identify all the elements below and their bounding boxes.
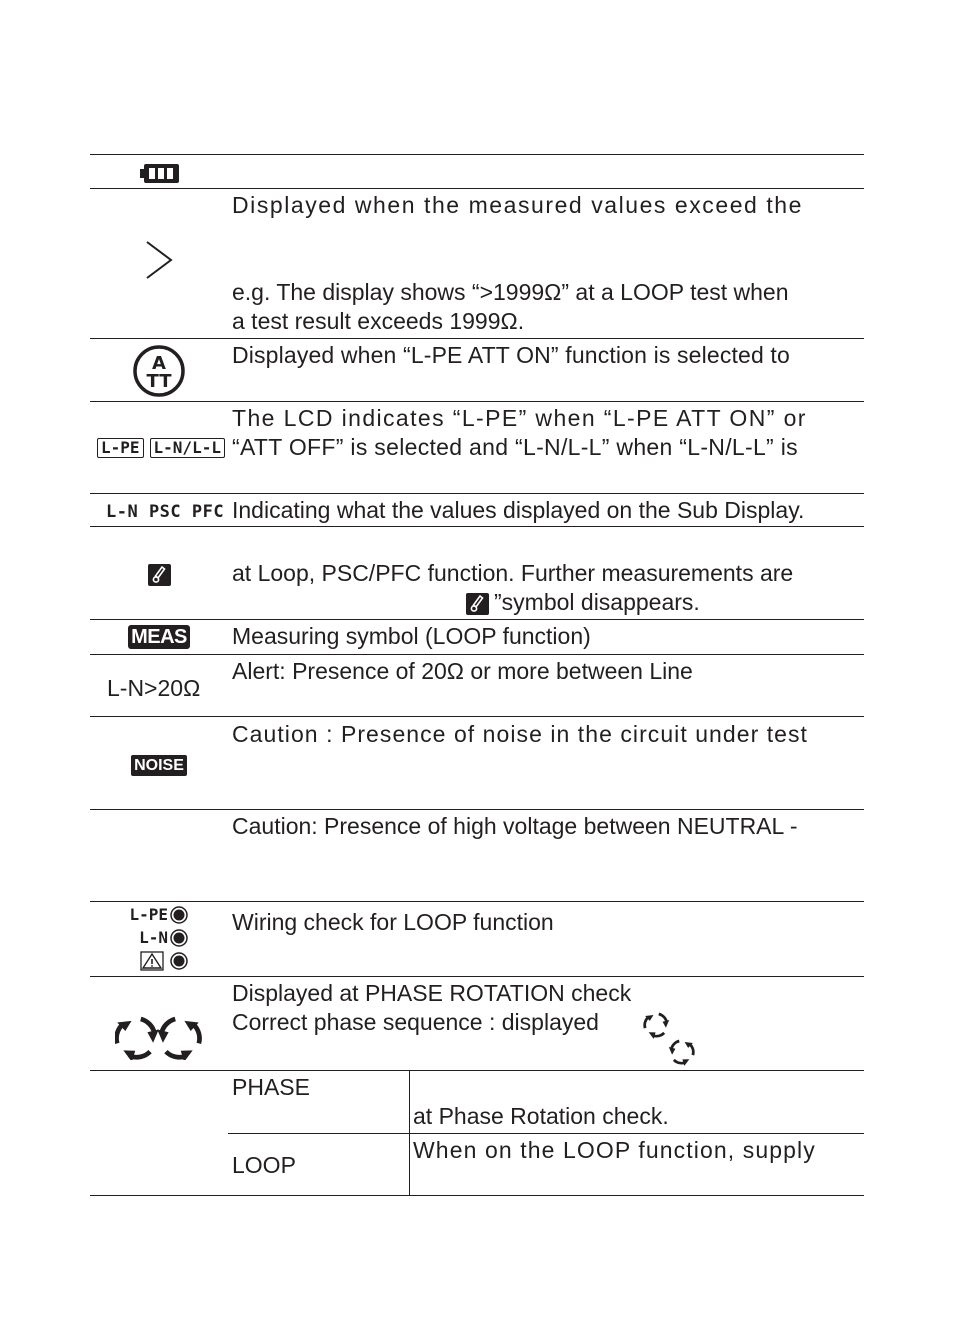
table-rule — [90, 401, 864, 402]
lnll-symbol: L-N/L-L — [150, 438, 225, 458]
table-rule — [90, 493, 864, 494]
table-rule — [90, 1070, 864, 1071]
phase-rotation-reverse-icon — [667, 1038, 697, 1071]
loop-label: LOOP — [232, 1152, 296, 1178]
loop-text: When on the LOOP function, supply — [413, 1137, 816, 1163]
thermometer-description-cont: ”symbol disappears. — [494, 589, 700, 615]
over-range-example-cont: a test result exceeds 1999Ω. — [232, 308, 525, 334]
high-voltage-description: Caution: Presence of high voltage between NEUTRAL - — [232, 813, 798, 839]
table-rule — [90, 154, 864, 155]
wiring-description: Wiring check for LOOP function — [232, 909, 554, 935]
phase-text: at Phase Rotation check. — [413, 1103, 669, 1129]
meas-description: Measuring symbol (LOOP function) — [232, 623, 591, 649]
battery-icon — [140, 163, 180, 189]
lpe-symbol: L-PE — [97, 438, 144, 458]
lpe-lnll-description: The LCD indicates “L-PE” when “L-PE ATT ON” or — [232, 405, 807, 431]
att-icon-top-letter: A — [152, 353, 166, 374]
table-rule — [90, 716, 864, 717]
phase-rotation-description: Displayed at PHASE ROTATION check — [232, 980, 632, 1006]
lpe-lnll-symbols — [97, 438, 225, 458]
phase-rotation-correct: Correct phase sequence : displayed — [232, 1009, 599, 1035]
att-icon — [133, 345, 185, 402]
thermometer-icon — [466, 593, 489, 620]
warning-triangle-icon — [140, 951, 164, 971]
over-range-description: Displayed when the measured values exceed the — [232, 192, 803, 218]
wiring-lpe-label: L-PE — [129, 905, 168, 924]
table-rule — [90, 809, 864, 810]
greater-than-icon — [144, 240, 174, 285]
thermometer-description: at Loop, PSC/PFC function. Further measurements are — [232, 560, 794, 586]
noise-symbol: NOISE — [131, 755, 187, 776]
sub-display-description: Indicating what the values displayed on the Sub Display. — [232, 497, 805, 523]
table-rule — [90, 338, 864, 339]
over-range-example: e.g. The display shows “>1999Ω” at a LOOP test when — [232, 279, 789, 305]
att-icon-bottom-letters: TT — [146, 371, 172, 392]
table-rule — [90, 1195, 864, 1196]
table-column-rule — [409, 1070, 410, 1195]
indicator-dot-icon — [170, 906, 188, 924]
noise-description: Caution : Presence of noise in the circuit under test — [232, 721, 808, 747]
att-description: Displayed when “L-PE ATT ON” function is selected to — [232, 342, 790, 368]
phase-rotation-icon — [115, 1016, 203, 1065]
ln20-symbol: L-N>20Ω — [107, 675, 201, 701]
indicator-dot-icon — [170, 929, 188, 947]
sub-display-symbol: L-N PSC PFC — [106, 502, 225, 522]
table-rule — [90, 976, 864, 977]
indicator-dot-icon — [170, 952, 188, 970]
meas-symbol: MEAS — [128, 625, 190, 649]
wiring-check-indicators — [118, 905, 192, 975]
table-rule — [90, 188, 864, 189]
wiring-ln-label: L-N — [139, 928, 168, 947]
thermometer-icon — [148, 564, 171, 591]
lpe-lnll-description-cont: “ATT OFF” is selected and “L-N/L-L” when “L-N/L-L” is — [232, 434, 798, 460]
ln20-description: Alert: Presence of 20Ω or more between Line — [232, 658, 693, 684]
phase-label: PHASE — [232, 1074, 310, 1100]
table-rule — [90, 654, 864, 655]
table-rule — [228, 1133, 864, 1134]
table-rule — [90, 901, 864, 902]
